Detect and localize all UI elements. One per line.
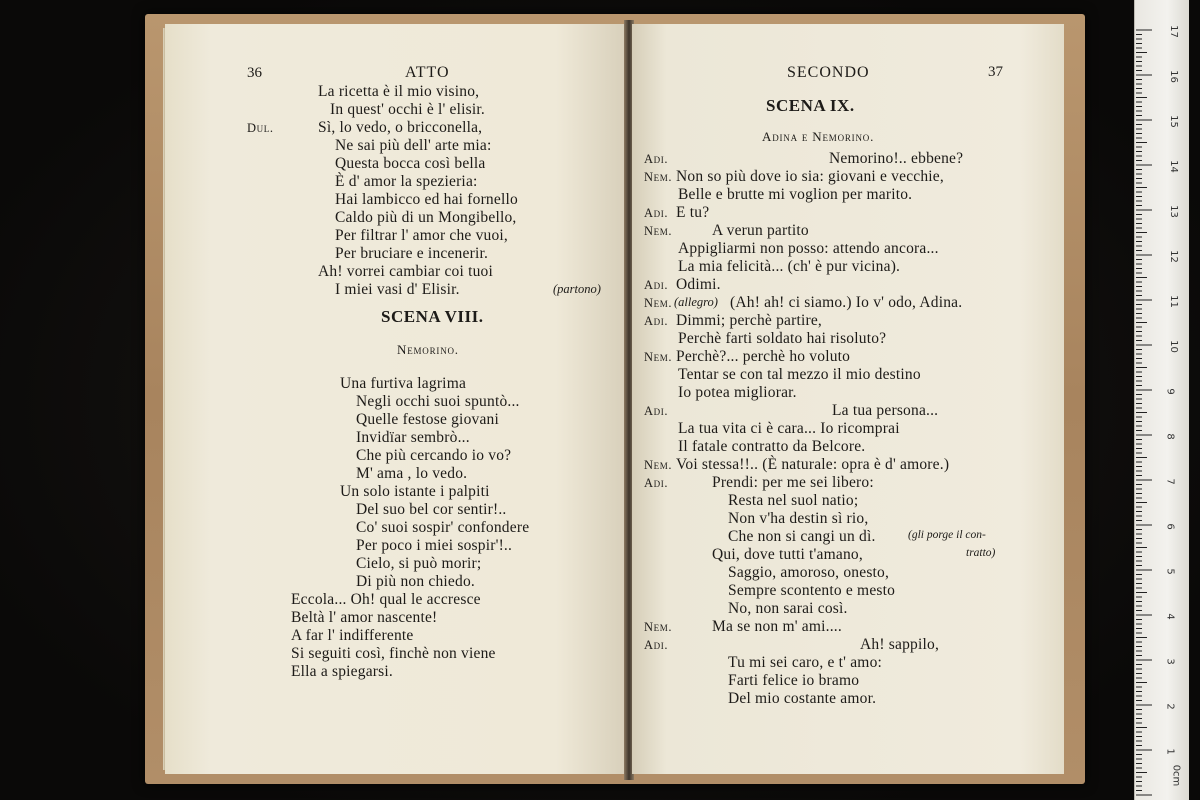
ruler-unit-label: 0cm bbox=[1170, 764, 1182, 787]
stage-direction: (partono) bbox=[553, 282, 601, 296]
speaker-label: Adi. bbox=[644, 404, 669, 418]
page-number-right: 37 bbox=[988, 64, 1003, 80]
speaker-label: Nem. bbox=[644, 170, 673, 184]
dialogue-line: La tua vita ci è cara... Io ricomprai bbox=[678, 420, 900, 437]
scena-title: SCENA VIII. bbox=[381, 307, 484, 326]
ruler-number: 6 bbox=[1164, 523, 1176, 530]
running-header-atto: ATTO bbox=[405, 64, 450, 81]
ruler-number: 14 bbox=[1167, 160, 1179, 173]
speaker-label: Nem. bbox=[644, 296, 673, 310]
verse-line: Caldo più di un Mongibello, bbox=[335, 209, 517, 226]
measurement-ruler bbox=[1134, 0, 1189, 800]
aria-line: Per poco i miei sospir'!.. bbox=[356, 537, 513, 554]
verse-line: Hai lambicco ed hai fornello bbox=[335, 191, 518, 208]
verse-line: Per bruciare e incenerir. bbox=[335, 245, 489, 262]
ruler-number: 7 bbox=[1164, 478, 1176, 485]
left-page bbox=[165, 24, 625, 774]
dialogue-line: Belle e brutte mi voglion per marito. bbox=[678, 186, 913, 203]
dialogue-line: Saggio, amoroso, onesto, bbox=[728, 564, 890, 581]
dialogue-line: Voi stessa!!.. (È naturale: opra è d' amore.) bbox=[676, 456, 950, 473]
dialogue-line: Perchè?... perchè ho voluto bbox=[676, 348, 851, 365]
dialogue-line: Del mio costante amor. bbox=[728, 690, 877, 707]
stage-direction: tratto) bbox=[966, 547, 996, 559]
speaker-label: Adi. bbox=[644, 206, 669, 220]
ruler-number: 17 bbox=[1167, 25, 1179, 38]
right-page bbox=[632, 24, 1064, 774]
verse-line: Ne sai più dell' arte mia: bbox=[335, 137, 492, 154]
verse-line: È d' amor la spezieria: bbox=[335, 173, 478, 190]
dialogue-line: Odimi. bbox=[676, 276, 721, 293]
dialogue-line: La mia felicità... (ch' è pur vicina). bbox=[678, 258, 901, 275]
aria-line: M' ama , lo vedo. bbox=[356, 465, 468, 482]
dialogue-line: Resta nel suol natio; bbox=[728, 492, 859, 509]
ruler-number: 13 bbox=[1167, 205, 1179, 218]
speaker-label: Adi. bbox=[644, 152, 669, 166]
running-header-secondo: SECONDO bbox=[787, 64, 870, 81]
aria-line: Che più cercando io vo? bbox=[356, 447, 512, 464]
aria-line: Una furtiva lagrima bbox=[340, 375, 467, 392]
verse-line: La ricetta è il mio visino, bbox=[318, 83, 480, 100]
ruler-ticks bbox=[1135, 0, 1189, 800]
speaker-label: Nem. bbox=[644, 458, 673, 472]
ruler-number: 5 bbox=[1164, 568, 1176, 575]
recitative-line: Ella a spiegarsi. bbox=[291, 663, 393, 680]
speaker-label: Adi. bbox=[644, 278, 669, 292]
aria-line: Quelle festose giovani bbox=[356, 411, 499, 428]
page-number-left: 36 bbox=[247, 65, 262, 81]
dialogue-line: Nemorino!.. ebbene? bbox=[829, 150, 964, 167]
speaker-label: Nem. bbox=[644, 350, 673, 364]
aria-line: Un solo istante i palpiti bbox=[340, 483, 490, 500]
speaker-label: Adi. bbox=[644, 314, 669, 328]
speaker-label: Nem. bbox=[644, 224, 673, 238]
recitative-line: Si seguiti così, finchè non viene bbox=[291, 645, 496, 662]
dialogue-line: Tu mi sei caro, e t' amo: bbox=[728, 654, 883, 671]
verse-line: Per filtrar l' amor che vuoi, bbox=[335, 227, 509, 244]
aria-line: Negli occhi suoi spuntò... bbox=[356, 393, 520, 410]
ruler-number: 16 bbox=[1167, 70, 1179, 83]
recitative-line: Eccola... Oh! qual le accresce bbox=[291, 591, 481, 608]
dialogue-line: Io potea migliorar. bbox=[678, 384, 797, 401]
scena-characters: Adina e Nemorino. bbox=[762, 129, 875, 144]
recitative-line: Beltà l' amor nascente! bbox=[291, 609, 438, 626]
aria-line: Invidïar sembrò... bbox=[356, 429, 470, 446]
ruler-number: 3 bbox=[1164, 658, 1176, 665]
stage-direction: (allegro) bbox=[674, 295, 718, 309]
aria-line: Di più non chiedo. bbox=[356, 573, 475, 590]
dialogue-line: La tua persona... bbox=[832, 402, 939, 419]
stage-direction: (gli porge il con- bbox=[908, 529, 986, 541]
aria-line: Cielo, si può morir; bbox=[356, 555, 482, 572]
ruler-number: 10 bbox=[1167, 340, 1179, 353]
speaker-label: Dul. bbox=[247, 121, 274, 135]
dialogue-line: Appigliarmi non posso: attendo ancora... bbox=[678, 240, 939, 257]
dialogue-line: Ah! sappilo, bbox=[860, 636, 940, 653]
verse-line: In quest' occhi è l' elisir. bbox=[330, 101, 485, 118]
verse-line: I miei vasi d' Elisir. bbox=[335, 281, 460, 298]
dialogue-line: Qui, dove tutti t'amano, bbox=[712, 546, 863, 563]
dialogue-line: Non so più dove io sia: giovani e vecchie, bbox=[676, 168, 944, 185]
dialogue-line: No, non sarai così. bbox=[728, 600, 848, 617]
scena-characters: Nemorino. bbox=[397, 342, 459, 357]
ruler-number: 8 bbox=[1164, 433, 1176, 440]
dialogue-line: Tentar se con tal mezzo il mio destino bbox=[678, 366, 921, 383]
dialogue-line: Ma se non m' ami.... bbox=[712, 618, 842, 635]
verse-line: Sì, lo vedo, o bricconella, bbox=[318, 119, 483, 136]
dialogue-line: Perchè farti soldato hai risoluto? bbox=[678, 330, 887, 347]
dialogue-line: Che non si cangi un dì. bbox=[728, 528, 876, 545]
ruler-number: 9 bbox=[1164, 388, 1176, 395]
scena-title: SCENA IX. bbox=[766, 96, 855, 115]
dialogue-line: Il fatale contratto da Belcore. bbox=[678, 438, 866, 455]
dialogue-line: (Ah! ah! ci siamo.) Io v' odo, Adina. bbox=[730, 294, 963, 311]
dialogue-line: E tu? bbox=[676, 204, 710, 221]
verse-line: Ah! vorrei cambiar coi tuoi bbox=[318, 263, 493, 280]
aria-line: Del suo bel cor sentir!.. bbox=[356, 501, 507, 518]
speaker-label: Adi. bbox=[644, 476, 669, 490]
ruler-number: 12 bbox=[1167, 250, 1179, 263]
recitative-line: A far l' indifferente bbox=[291, 627, 414, 644]
ruler-number: 11 bbox=[1167, 295, 1179, 308]
speaker-label: Nem. bbox=[644, 620, 673, 634]
ruler-number: 1 bbox=[1164, 748, 1176, 755]
verse-line: Questa bocca così bella bbox=[335, 155, 486, 172]
aria-line: Co' suoi sospir' confondere bbox=[356, 519, 530, 536]
ruler-number: 4 bbox=[1164, 613, 1176, 620]
dialogue-line: Farti felice io bramo bbox=[728, 672, 860, 689]
ruler-number: 15 bbox=[1167, 115, 1179, 128]
dialogue-line: Sempre scontento e mesto bbox=[728, 582, 896, 599]
ruler-number: 2 bbox=[1164, 703, 1176, 710]
dialogue-line: A verun partito bbox=[712, 222, 809, 239]
dialogue-line: Prendi: per me sei libero: bbox=[712, 474, 874, 491]
speaker-label: Adi. bbox=[644, 638, 669, 652]
dialogue-line: Non v'ha destin sì rio, bbox=[728, 510, 869, 527]
dialogue-line: Dimmi; perchè partire, bbox=[676, 312, 822, 329]
